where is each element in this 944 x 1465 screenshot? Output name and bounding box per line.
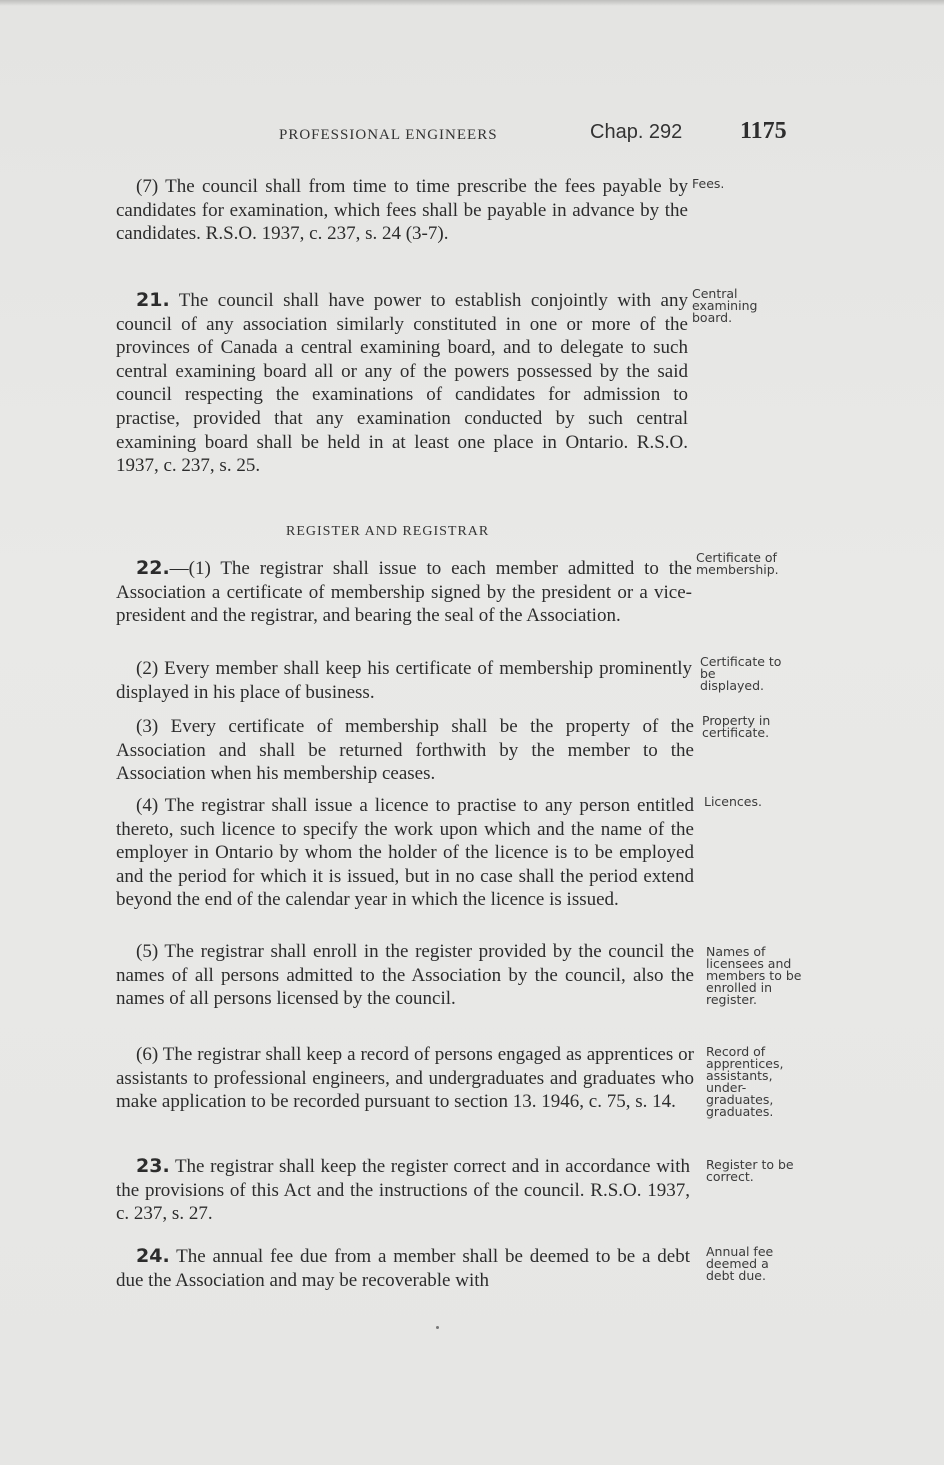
- paragraph-22-1: [116, 557, 692, 628]
- page-number: 1175: [740, 118, 787, 144]
- paragraph-text: (4) The registrar shall issue a licence to practise to any person entitled thereto, such licence to specify the work upon which and the name of the employer in Ontario by whom the holder of the licence is to be employed and the period for which it is issued, but in no case shall the period extend beyond the end of the calendar year in which the licence is issued.: [116, 795, 694, 911]
- page-header: [0, 118, 944, 148]
- paragraph-text: (7) The council shall from time to time prescribe the fees payable by candidates for examination, which fees shall be payable in advance by the candidates. R.S.O. 1937, c. 237, s. 24 (3-7).: [116, 176, 688, 245]
- paragraph-text: The council shall have power to establish conjointly with any council of any association similarly constituted in one or more of the provinces of Canada a central examining board, and to delegate to such central examining board all or any of the powers possessed by the said council respecting the examinations of candidates for admission to practise, provided that any examination conducted by such central examining board shall be held in at least one place in Ontario. R.S.O. 1937, c. 237, s. 25.: [116, 290, 688, 477]
- paragraph-text: (3) Every certificate of membership shall be the property of the Association and shall be returned forthwith by the member to the Association when his membership ceases.: [116, 716, 694, 785]
- margin-note-certificate-displayed: Certificate to be displayed.: [700, 654, 782, 693]
- paragraph-text: The annual fee due from a member shall be deemed to be a debt due the Association and may be recoverable with: [116, 1246, 690, 1291]
- margin-note-fees: Fees.: [692, 176, 725, 191]
- margin-note-annual-fee: Annual fee deemed a debt due.: [706, 1244, 774, 1283]
- paragraph-22-6: [116, 1043, 694, 1114]
- paragraph-22-3: [116, 715, 694, 786]
- paragraph-22-5: [116, 940, 694, 1011]
- paragraph-20-7: [116, 175, 688, 246]
- paragraph-24: [116, 1245, 690, 1292]
- section-number: 21.: [136, 289, 170, 311]
- paragraph-22-2: [116, 657, 692, 704]
- margin-note-register-correct: Register to be correct.: [706, 1157, 794, 1184]
- paragraph-text: (5) The registrar shall enroll in the register provided by the council the names of all persons admitted to the Association by the council, also the names of all persons licensed by the council.: [116, 941, 694, 1010]
- section-heading: REGISTER AND REGISTRAR: [286, 524, 490, 539]
- paragraph-23: [116, 1155, 690, 1226]
- paragraph-text: (2) Every member shall keep his certificate of membership prominently displayed in his place of business.: [116, 658, 692, 703]
- section-number: 22.: [136, 557, 170, 579]
- page-edge: [0, 0, 944, 6]
- section-number: 23.: [136, 1155, 170, 1177]
- section-number: 24.: [136, 1245, 170, 1267]
- margin-note-names-enrolled: Names of licensees and members to be enrolled in register.: [706, 944, 802, 1007]
- paragraph-21: [116, 289, 688, 478]
- paragraph-text: (6) The registrar shall keep a record of persons engaged as apprentices or assistants to professional engineers, and undergraduates and graduates who make application to be recorded pursuant to section 13. 1946, c. 75, s. 14.: [116, 1044, 694, 1113]
- paragraph-text: The registrar shall keep the register correct and in accordance with the provisions of this Act and the instructions of the council. R.S.O. 1937, c. 237, s. 27.: [116, 1156, 690, 1225]
- margin-note-licences: Licences.: [704, 794, 762, 809]
- paragraph-text: —(1) The registrar shall issue to each member admitted to the Association a certificate of membership signed by the president or a vice-president and the registrar, and bearing the seal of the Association.: [116, 558, 692, 627]
- paragraph-22-4: [116, 794, 694, 912]
- margin-note-property-in-certificate: Property in certificate.: [702, 713, 771, 740]
- running-head: PROFESSIONAL ENGINEERS: [279, 127, 498, 143]
- chapter-reference: Chap. 292: [590, 121, 683, 143]
- margin-note-certificate-of-membership: Certificate of membership.: [696, 550, 779, 577]
- print-speck: [436, 1326, 439, 1329]
- margin-note-central-examining-board: Central examining board.: [692, 286, 758, 325]
- margin-note-record-of-apprentices: Record of apprentices, assistants, under-graduates, graduates.: [706, 1044, 784, 1119]
